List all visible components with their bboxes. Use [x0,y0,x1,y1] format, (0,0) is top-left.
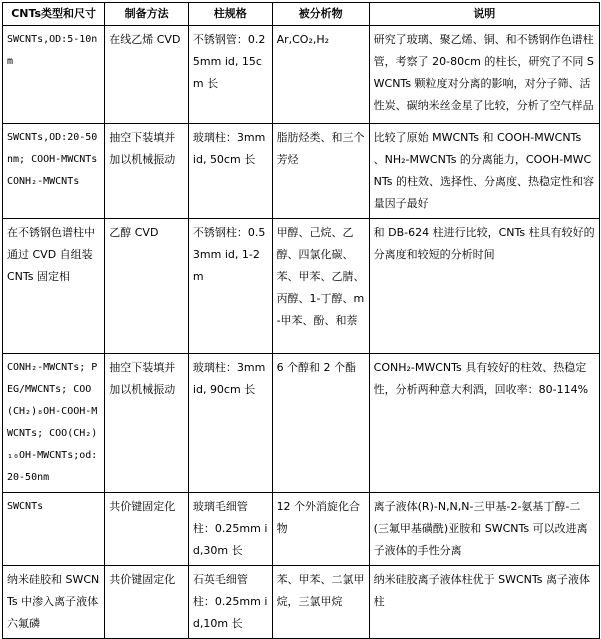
cell-cnt-type: CONH₂-MWCNTs; PEG/MWCNTs; COO(CH₂)₈OH-COOH-MWCNTs; COO(CH₂)₁₀OH-MWCNTs;od:20-50nm [3,354,105,493]
table-row [3,354,600,493]
table-row [3,26,600,124]
cell-notes: 纳米硅胶离子液体柱优于 SWCNTs 离子液体柱 [369,566,599,639]
cell-notes: 和 DB-624 柱进行比较，CNTs 柱具有较好的分离度和较短的分析时间 [369,219,599,354]
cell-preparation: 共价键固定化 [105,493,189,566]
table-row [3,219,600,354]
header-analytes: 被分析物 [272,3,369,26]
cell-column-spec: 不锈钢柱：0.53mm id, 1-2m [188,219,272,354]
cell-column-spec: 石英毛细管柱：0.25mm id,10m 长 [188,566,272,639]
header-column-spec: 柱规格 [188,3,272,26]
cell-cnt-type: SWCNTs [3,493,105,566]
cell-analytes: Ar,CO₂,H₂ [272,26,369,124]
header-preparation: 制备方法 [105,3,189,26]
cell-cnt-type: SWCNTs,OD:5-10nm [3,26,105,124]
table-row [3,493,600,566]
cell-analytes: 苯、甲苯、二氯甲烷，三氯甲烷 [272,566,369,639]
cell-cnt-type: 在不锈钢色谱柱中通过 CVD 自组装 CNTs 固定相 [3,219,105,354]
cell-column-spec: 玻璃柱：3mm id, 90cm 长 [188,354,272,493]
header-cnt-type: CNTs类型和尺寸 [3,3,105,26]
cnt-column-table [2,2,600,639]
cell-cnt-type: SWCNTs,OD:20-50nm; COOH-MWCNTs CONH₂-MWCNTs [3,124,105,219]
cell-cnt-type: 纳米硅胶和 SWCNTs 中渗入离子液体六氟磷 [3,566,105,639]
cell-notes: 比较了原始 MWCNTs 和 COOH-MWCNTs 、NH₂-MWCNTs 的分离能力，COOH-MWCNTs 的柱效、选择性、分离度、热稳定性和容量因子最好 [369,124,599,219]
cell-preparation: 乙醇 CVD [105,219,189,354]
cell-preparation: 抽空下装填并加以机械振动 [105,124,189,219]
table-header-row [3,3,600,26]
cell-notes: 研究了玻璃、聚乙烯、铜、和不锈钢作色谱柱管，考察了 20-80cm 的柱长，研究了不同 SWCNTs 颗粒度对分离的影响，对分子筛、活性炭、碳纳米丝金星了比较，分析了空气样品 [369,26,599,124]
cell-analytes: 6 个醇和 2 个酯 [272,354,369,493]
cell-column-spec: 玻璃毛细管柱：0.25mm id,30m 长 [188,493,272,566]
header-notes: 说明 [369,3,599,26]
cell-analytes: 12 个外消旋化合物 [272,493,369,566]
cell-column-spec: 不锈钢管：0.25mm id, 15cm 长 [188,26,272,124]
cell-notes: CONH₂-MWCNTs 具有较好的柱效、热稳定性，分析两种意大利酒，回收率：80-114% [369,354,599,493]
cell-column-spec: 玻璃柱：3mm id, 50cm 长 [188,124,272,219]
cell-analytes: 甲醇、己烷、乙醇、四氯化碳、苯、甲苯、乙腈、丙醇、1-丁醇、m-甲苯、酚、和萘 [272,219,369,354]
table-row [3,124,600,219]
cell-preparation: 在线乙烯 CVD [105,26,189,124]
cell-preparation: 共价键固定化 [105,566,189,639]
cell-notes: 离子液体(R)-N,N,N-三甲基-2-氨基丁醇-二(三氟甲基磺酰)亚胺和 SWCNTs 可以改进离子液体的手性分离 [369,493,599,566]
cell-analytes: 脂肪烃类、和三个芳烃 [272,124,369,219]
table-row [3,566,600,639]
cell-preparation: 抽空下装填并加以机械振动 [105,354,189,493]
